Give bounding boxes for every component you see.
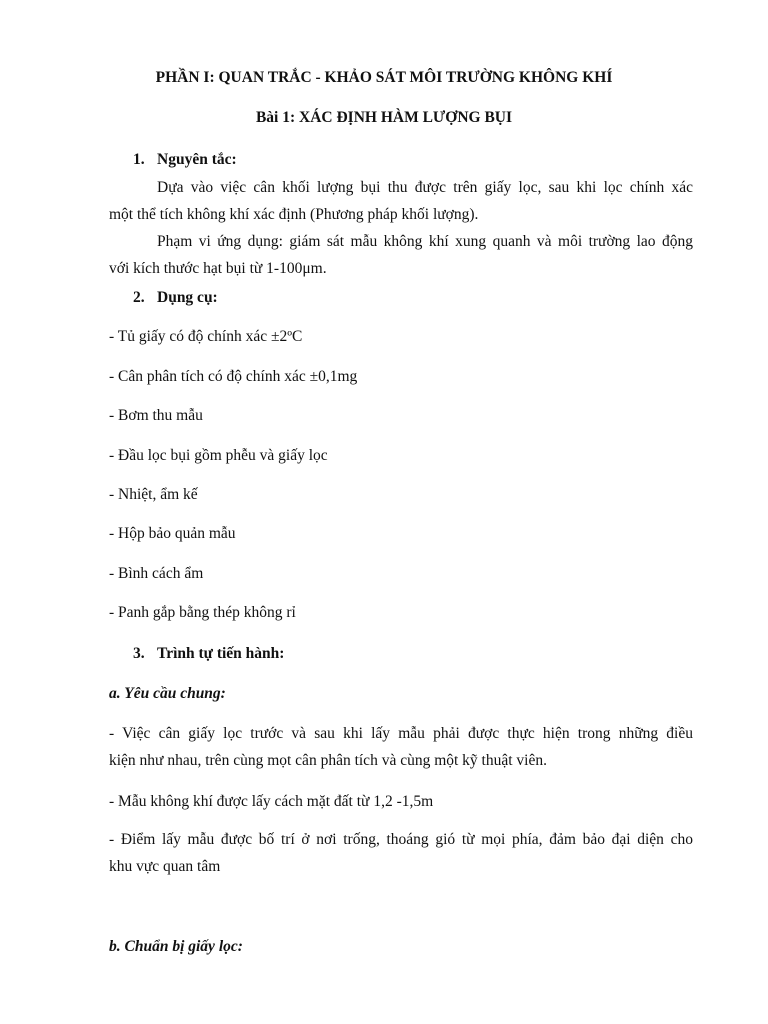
principle-paragraph-2-line-1: Phạm vi ứng dụng: giám sát mẫu không khí xung quanh và môi trường lao động [157,233,693,250]
section-3-title: Trình tự tiến hành: [157,645,285,662]
section-2-title: Dụng cụ: [157,289,218,306]
general-requirement-1-line-1: - Việc cân giấy lọc trước và sau khi lấy mẫu phải được thực hiện trong những điều [109,725,693,742]
section-3-number: 3. [133,645,145,662]
subsection-b-heading: b. Chuẩn bị giấy lọc: [109,938,243,955]
equipment-item: - Hộp bảo quản mẫu [109,525,236,542]
general-requirement-1-line-2: kiện như nhau, trên cùng mọt cân phân tích và cùng một kỹ thuật viên. [109,752,547,769]
equipment-item: - Đầu lọc bụi gồm phễu và giấy lọc [109,447,328,464]
general-requirement-3-line-1: - Điểm lấy mẫu được bố trí ở nơi trống, thoáng gió từ mọi phía, đảm bảo đại diện cho [109,831,693,848]
lesson-title: Bài 1: XÁC ĐỊNH HÀM LƯỢNG BỤI [255,109,513,126]
section-1-heading [133,150,237,170]
part-title: PHẦN I: QUAN TRẮC - KHẢO SÁT MÔI TRƯỜNG KHÔNG KHÍ [155,69,613,86]
section-3-heading [133,644,284,664]
equipment-item: - Panh gắp bằng thép không rỉ [109,604,296,621]
subsection-a-heading: a. Yêu cầu chung: [109,685,226,702]
equipment-item: - Tủ giấy có độ chính xác ±2ºC [109,328,303,345]
principle-paragraph-1-line-2: một thể tích không khí xác định (Phương pháp khối lượng). [109,206,479,223]
equipment-item: - Bình cách ẩm [109,565,204,582]
principle-paragraph-1-line-1: Dựa vào việc cân khối lượng bụi thu được trên giấy lọc, sau khi lọc chính xác [157,179,693,196]
section-1-number: 1. [133,151,145,168]
equipment-item: - Cân phân tích có độ chính xác ±0,1mg [109,368,358,385]
section-2-number: 2. [133,289,145,306]
equipment-item: - Nhiệt, ẩm kế [109,486,198,503]
principle-paragraph-2-line-2: với kích thước hạt bụi từ 1-100μm. [109,260,327,277]
equipment-item: - Bơm thu mẫu [109,407,203,424]
section-2-heading [133,288,218,308]
general-requirement-3-line-2: khu vực quan tâm [109,858,221,875]
section-1-title: Nguyên tắc: [157,151,237,168]
general-requirement-2: - Mẫu không khí được lấy cách mặt đất từ 1,2 -1,5m [109,793,434,810]
